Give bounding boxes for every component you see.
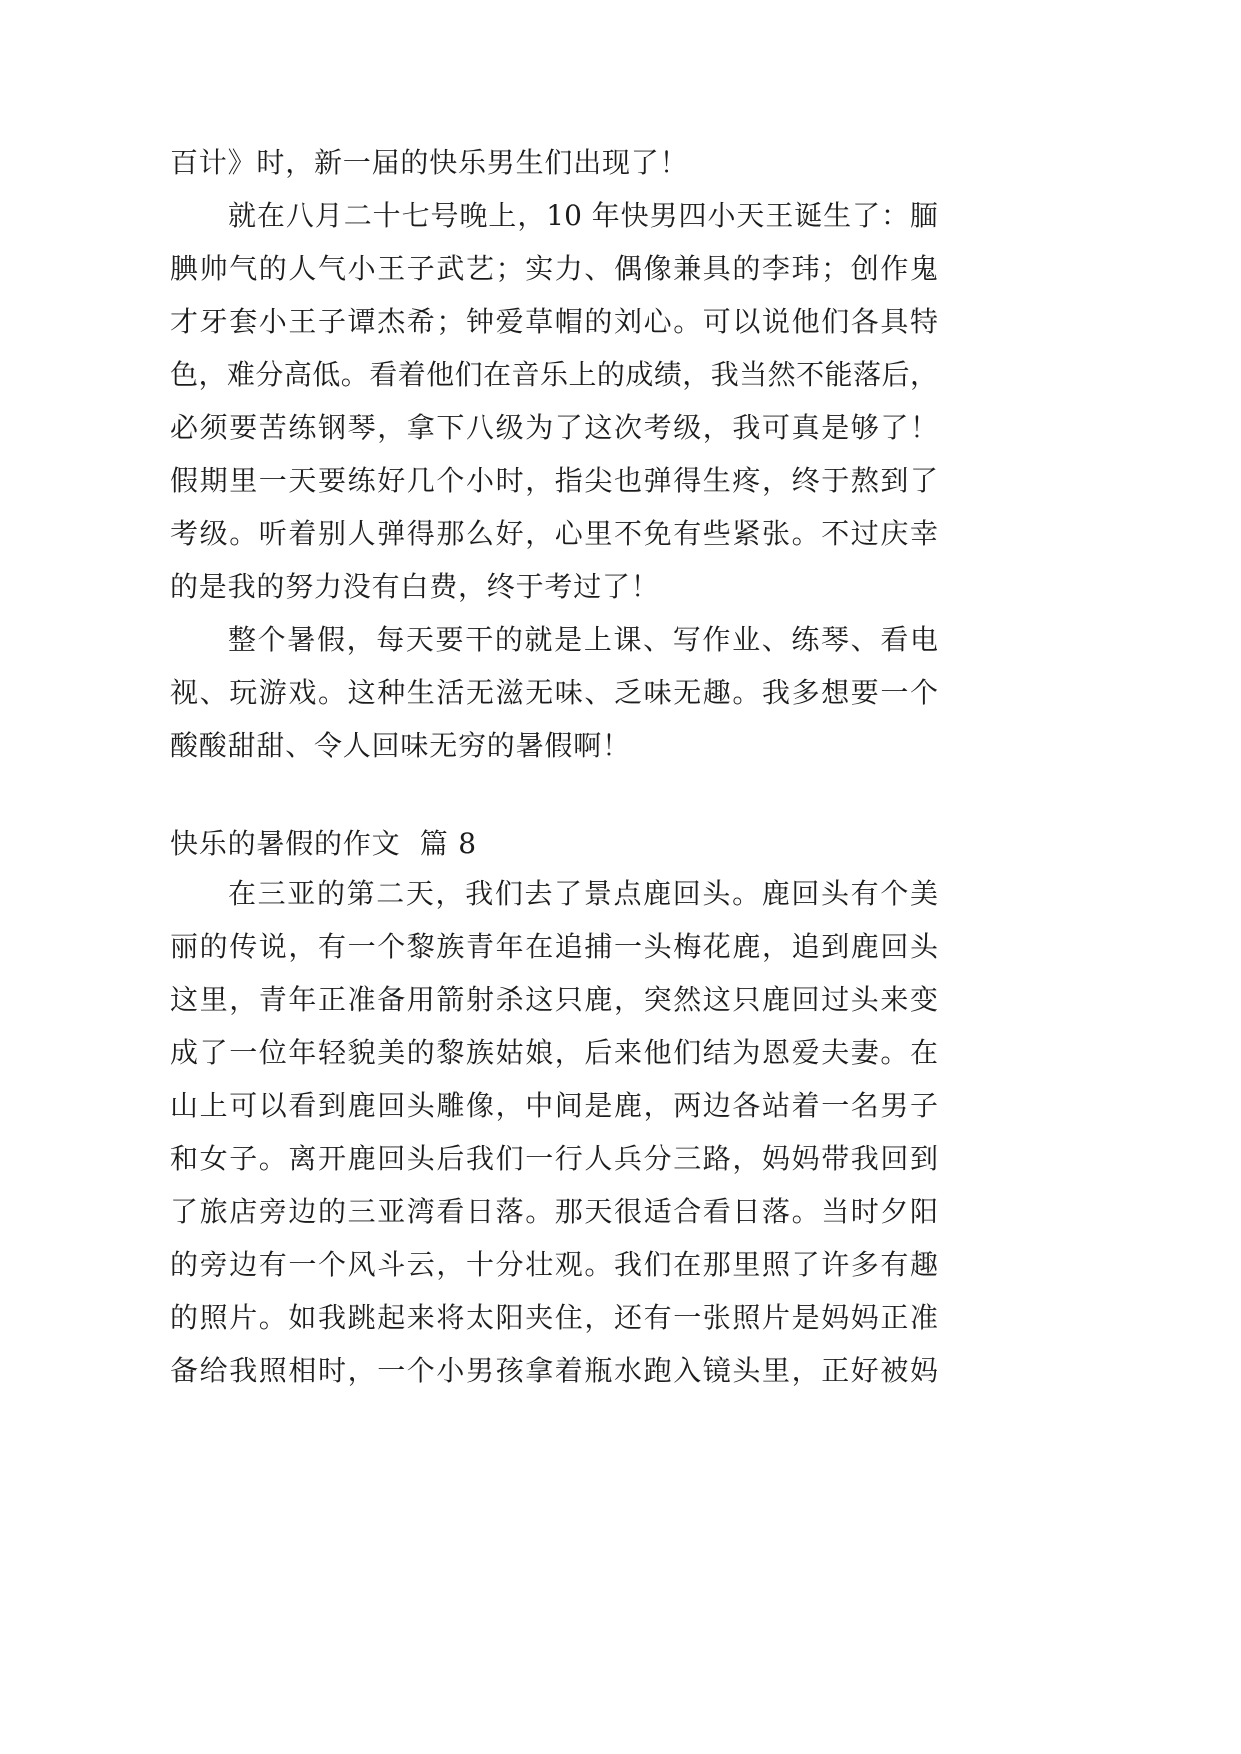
- text-line: 整个暑假，每天要干的就是上课、写作业、练琴、看电: [228, 623, 938, 656]
- text-line: 的是我的努力没有白费，终于考过了！: [170, 570, 660, 603]
- section-heading: 快乐的暑假的作文 篇 8: [170, 827, 477, 860]
- text-line: 百计》时，新一届的快乐男生们出现了！: [170, 146, 689, 179]
- text-line: 酸酸甜甜、令人回味无穷的暑假啊！: [170, 729, 631, 762]
- text-line: 假期里一天要练好几个小时，指尖也弹得生疼，终于熬到了: [170, 464, 938, 497]
- text-line: 的照片。如我跳起来将太阳夹住，还有一张照片是妈妈正准: [170, 1301, 938, 1334]
- text-line: 必须要苦练钢琴，拿下八级为了这次考级，我可真是够了！: [170, 411, 938, 444]
- text-line: 腆帅气的人气小王子武艺；实力、偶像兼具的李玮；创作鬼: [170, 252, 938, 285]
- text-line: 色，难分高低。看着他们在音乐上的成绩，我当然不能落后，: [170, 358, 938, 391]
- section-2-heading-wrap: [170, 817, 938, 870]
- text-line: 这里，青年正准备用箭射杀这只鹿，突然这只鹿回过头来变: [170, 983, 938, 1016]
- text-line: 考级。听着别人弹得那么好，心里不免有些紧张。不过庆幸: [170, 517, 938, 550]
- text-line: 山上可以看到鹿回头雕像，中间是鹿，两边各站着一名男子: [170, 1089, 938, 1122]
- text-line: 和女子。离开鹿回头后我们一行人兵分三路，妈妈带我回到: [170, 1142, 938, 1175]
- text-line: 备给我照相时，一个小男孩拿着瓶水跑入镜头里，正好被妈: [170, 1354, 938, 1387]
- section-2-body: [170, 867, 938, 1397]
- text-line: 了旅店旁边的三亚湾看日落。那天很适合看日落。当时夕阳: [170, 1195, 938, 1228]
- text-line: 成了一位年轻貌美的黎族姑娘，后来他们结为恩爱夫妻。在: [170, 1036, 938, 1069]
- text-line: 视、玩游戏。这种生活无滋无味、乏味无趣。我多想要一个: [170, 676, 938, 709]
- text-line: 的旁边有一个风斗云，十分壮观。我们在那里照了许多有趣: [170, 1248, 938, 1281]
- section-1-body: [170, 136, 938, 772]
- text-line: 才牙套小王子谭杰希；钟爱草帽的刘心。可以说他们各具特: [170, 305, 938, 338]
- text-line: 在三亚的第二天，我们去了景点鹿回头。鹿回头有个美: [228, 877, 938, 910]
- text-line: 丽的传说，有一个黎族青年在追捕一头梅花鹿，追到鹿回头: [170, 930, 938, 963]
- text-line: 就在八月二十七号晚上，10 年快男四小天王诞生了：腼: [228, 199, 938, 232]
